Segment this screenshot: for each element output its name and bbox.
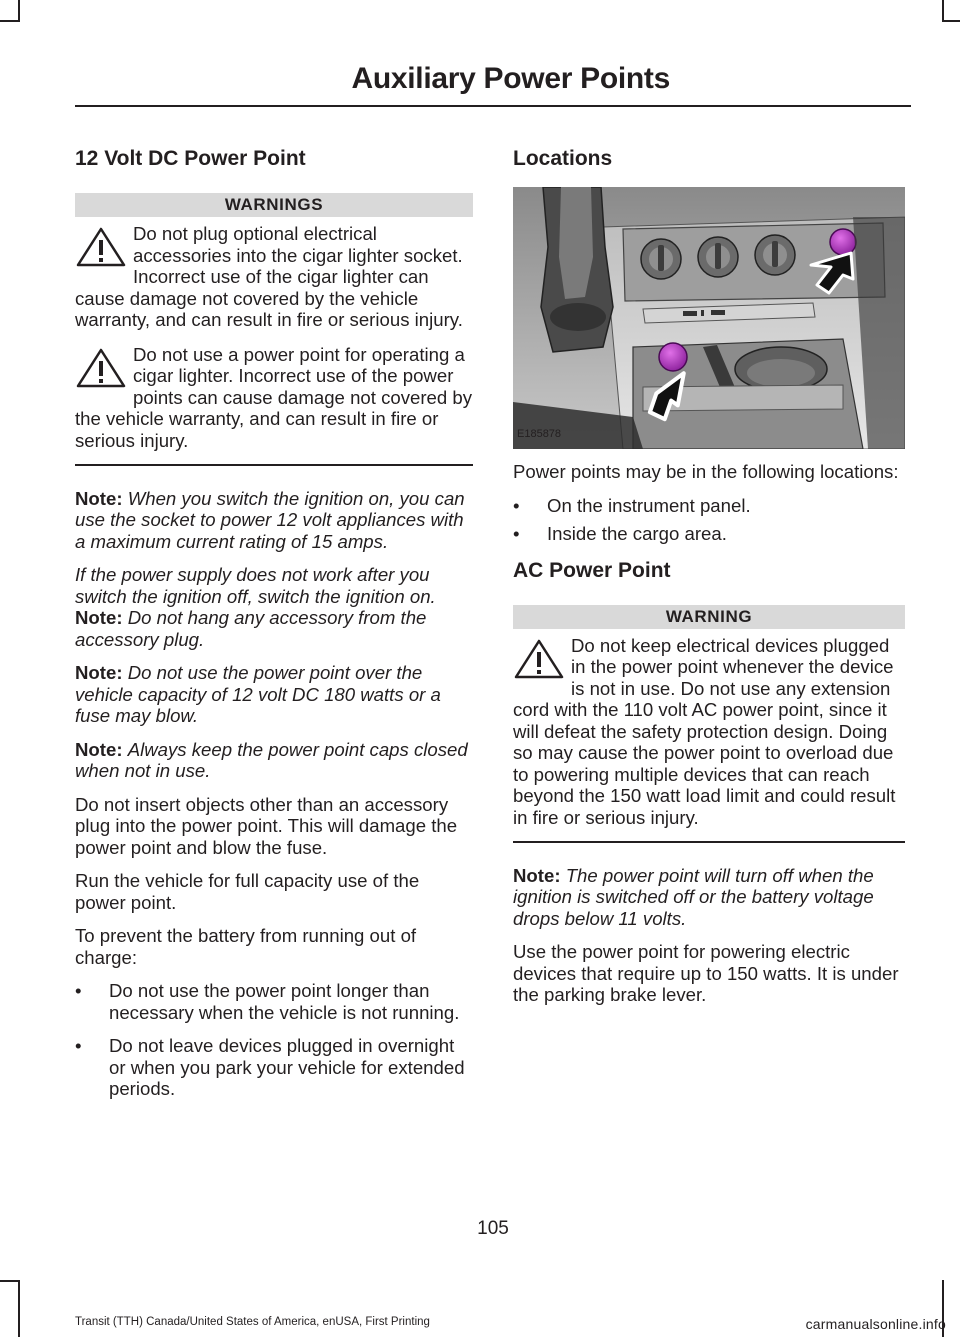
warning-2 xyxy=(75,344,473,452)
right-column xyxy=(513,145,905,1018)
crop-mark-top-right-h xyxy=(942,20,960,22)
crop-mark-top-left-v xyxy=(18,0,20,22)
note-1b-text: If the power supply does not work after you switch the ignition off, switch the ignition on. xyxy=(75,564,436,607)
watermark: carmanualsonline.info xyxy=(805,1316,946,1332)
warning-triangle-icon xyxy=(75,227,127,267)
list-item: • Do not use the power point longer than necessary when the vehicle is not running. xyxy=(75,980,473,1023)
list-item: • On the instrument panel. xyxy=(513,495,905,517)
note-label: Note: xyxy=(75,607,123,628)
note-4-text: Always keep the power point caps closed when not in use. xyxy=(75,738,468,781)
hvac-knob xyxy=(641,239,681,279)
list-item: • Inside the cargo area. xyxy=(513,523,905,545)
warnings-title: WARNINGS xyxy=(75,193,473,217)
crop-mark-bottom-left-v xyxy=(18,1280,20,1337)
figure-label: E185878 xyxy=(517,427,562,440)
section-heading-locations: Locations xyxy=(513,147,613,170)
paragraph-prevent-battery: To prevent the battery from running out of charge: xyxy=(75,925,417,968)
hvac-knob xyxy=(755,235,795,275)
warning-triangle-icon xyxy=(75,348,127,388)
cargo-area-power-point xyxy=(659,343,687,371)
warning-ac xyxy=(513,635,905,829)
hvac-knob xyxy=(698,237,738,277)
paragraph-insert-objects: Do not insert objects other than an accessory plug into the power point. This will damage the power point and blow the fuse. xyxy=(75,793,458,858)
note-ac-text: The power point will turn off when the ignition is switched off or the battery voltage drops below 11 volts. xyxy=(513,864,874,929)
instrument-panel-power-point xyxy=(830,229,856,255)
paragraph-ac-usage: Use the power point for powering electric devices that require up to 150 watts. It is under the parking brake lever. xyxy=(513,941,899,1005)
note-2-text: Do not hang any accessory from the accessory plug. xyxy=(75,607,427,650)
note-2 xyxy=(75,607,473,650)
warning-title: WARNING xyxy=(513,605,905,629)
note-ac xyxy=(513,865,905,930)
section-heading-ac: AC Power Point xyxy=(513,558,671,582)
crop-mark-top-left-h xyxy=(0,20,20,22)
battery-bullet-list xyxy=(75,980,473,1100)
page-header-title: Auxiliary Power Points xyxy=(351,62,670,95)
note-4 xyxy=(75,739,473,782)
section-heading-12v: 12 Volt DC Power Point xyxy=(75,147,306,170)
paragraph-full-capacity: Run the vehicle for full capacity use of the power point. xyxy=(75,870,420,913)
crop-mark-bottom-left-h xyxy=(0,1280,20,1282)
warnings-rule xyxy=(75,464,473,466)
locations-intro: Power points may be in the following locations: xyxy=(513,461,899,482)
dashboard-illustration xyxy=(513,187,905,449)
locations-list xyxy=(513,495,905,545)
note-1-text: When you switch the ignition on, you can use the socket to power 12 volt appliances with a maximum current rating of 15 amps. xyxy=(75,487,465,552)
note-label: Note: xyxy=(513,864,561,886)
warning-2-text: Do not use a power point for operating a cigar lighter. Incorrect use of the power points can cause damage not covered by the vehicle warranty, and can result in fire or serious injury. xyxy=(75,343,473,451)
note-label: Note: xyxy=(75,487,123,509)
note-3 xyxy=(75,662,473,727)
note-3-text: Do not use the power point over the vehicle capacity of 12 volt DC 180 watts or a fuse may blow. xyxy=(75,662,441,726)
page-number: 105 xyxy=(477,1218,509,1239)
warning-1 xyxy=(75,223,473,331)
warning-1-text: Do not plug optional electrical accessories into the cigar lighter socket. Incorrect use of the cigar lighter can cause damage not covered by the vehicle warranty, and can result in fire or serious injury. xyxy=(75,223,463,330)
header-rule xyxy=(75,105,911,107)
warning-triangle-icon xyxy=(513,639,565,679)
warning-rule xyxy=(513,841,905,843)
footer-text: Transit (TTH) Canada/United States of America, enUSA, First Printing xyxy=(75,1316,430,1328)
power-point-locations-figure xyxy=(513,187,905,449)
note-1 xyxy=(75,488,473,553)
warning-ac-text: Do not keep electrical devices plugged in the power point whenever the device is not in use. Do not use any extension cord with the 110 volt AC power point, since it will defeat the safety protection design. Doing so may cause the power point to overload due to powering multiple devices that can reach beyond the 150 watt load limit and could result in fire or serious injury. xyxy=(513,634,896,828)
note-label: Note: xyxy=(75,738,123,760)
crop-mark-top-right-v xyxy=(942,0,944,22)
left-column xyxy=(75,145,473,1112)
note-label: Note: xyxy=(75,662,123,683)
list-item: • Do not leave devices plugged in overnight or when you park your vehicle for extended periods. xyxy=(75,1035,473,1100)
